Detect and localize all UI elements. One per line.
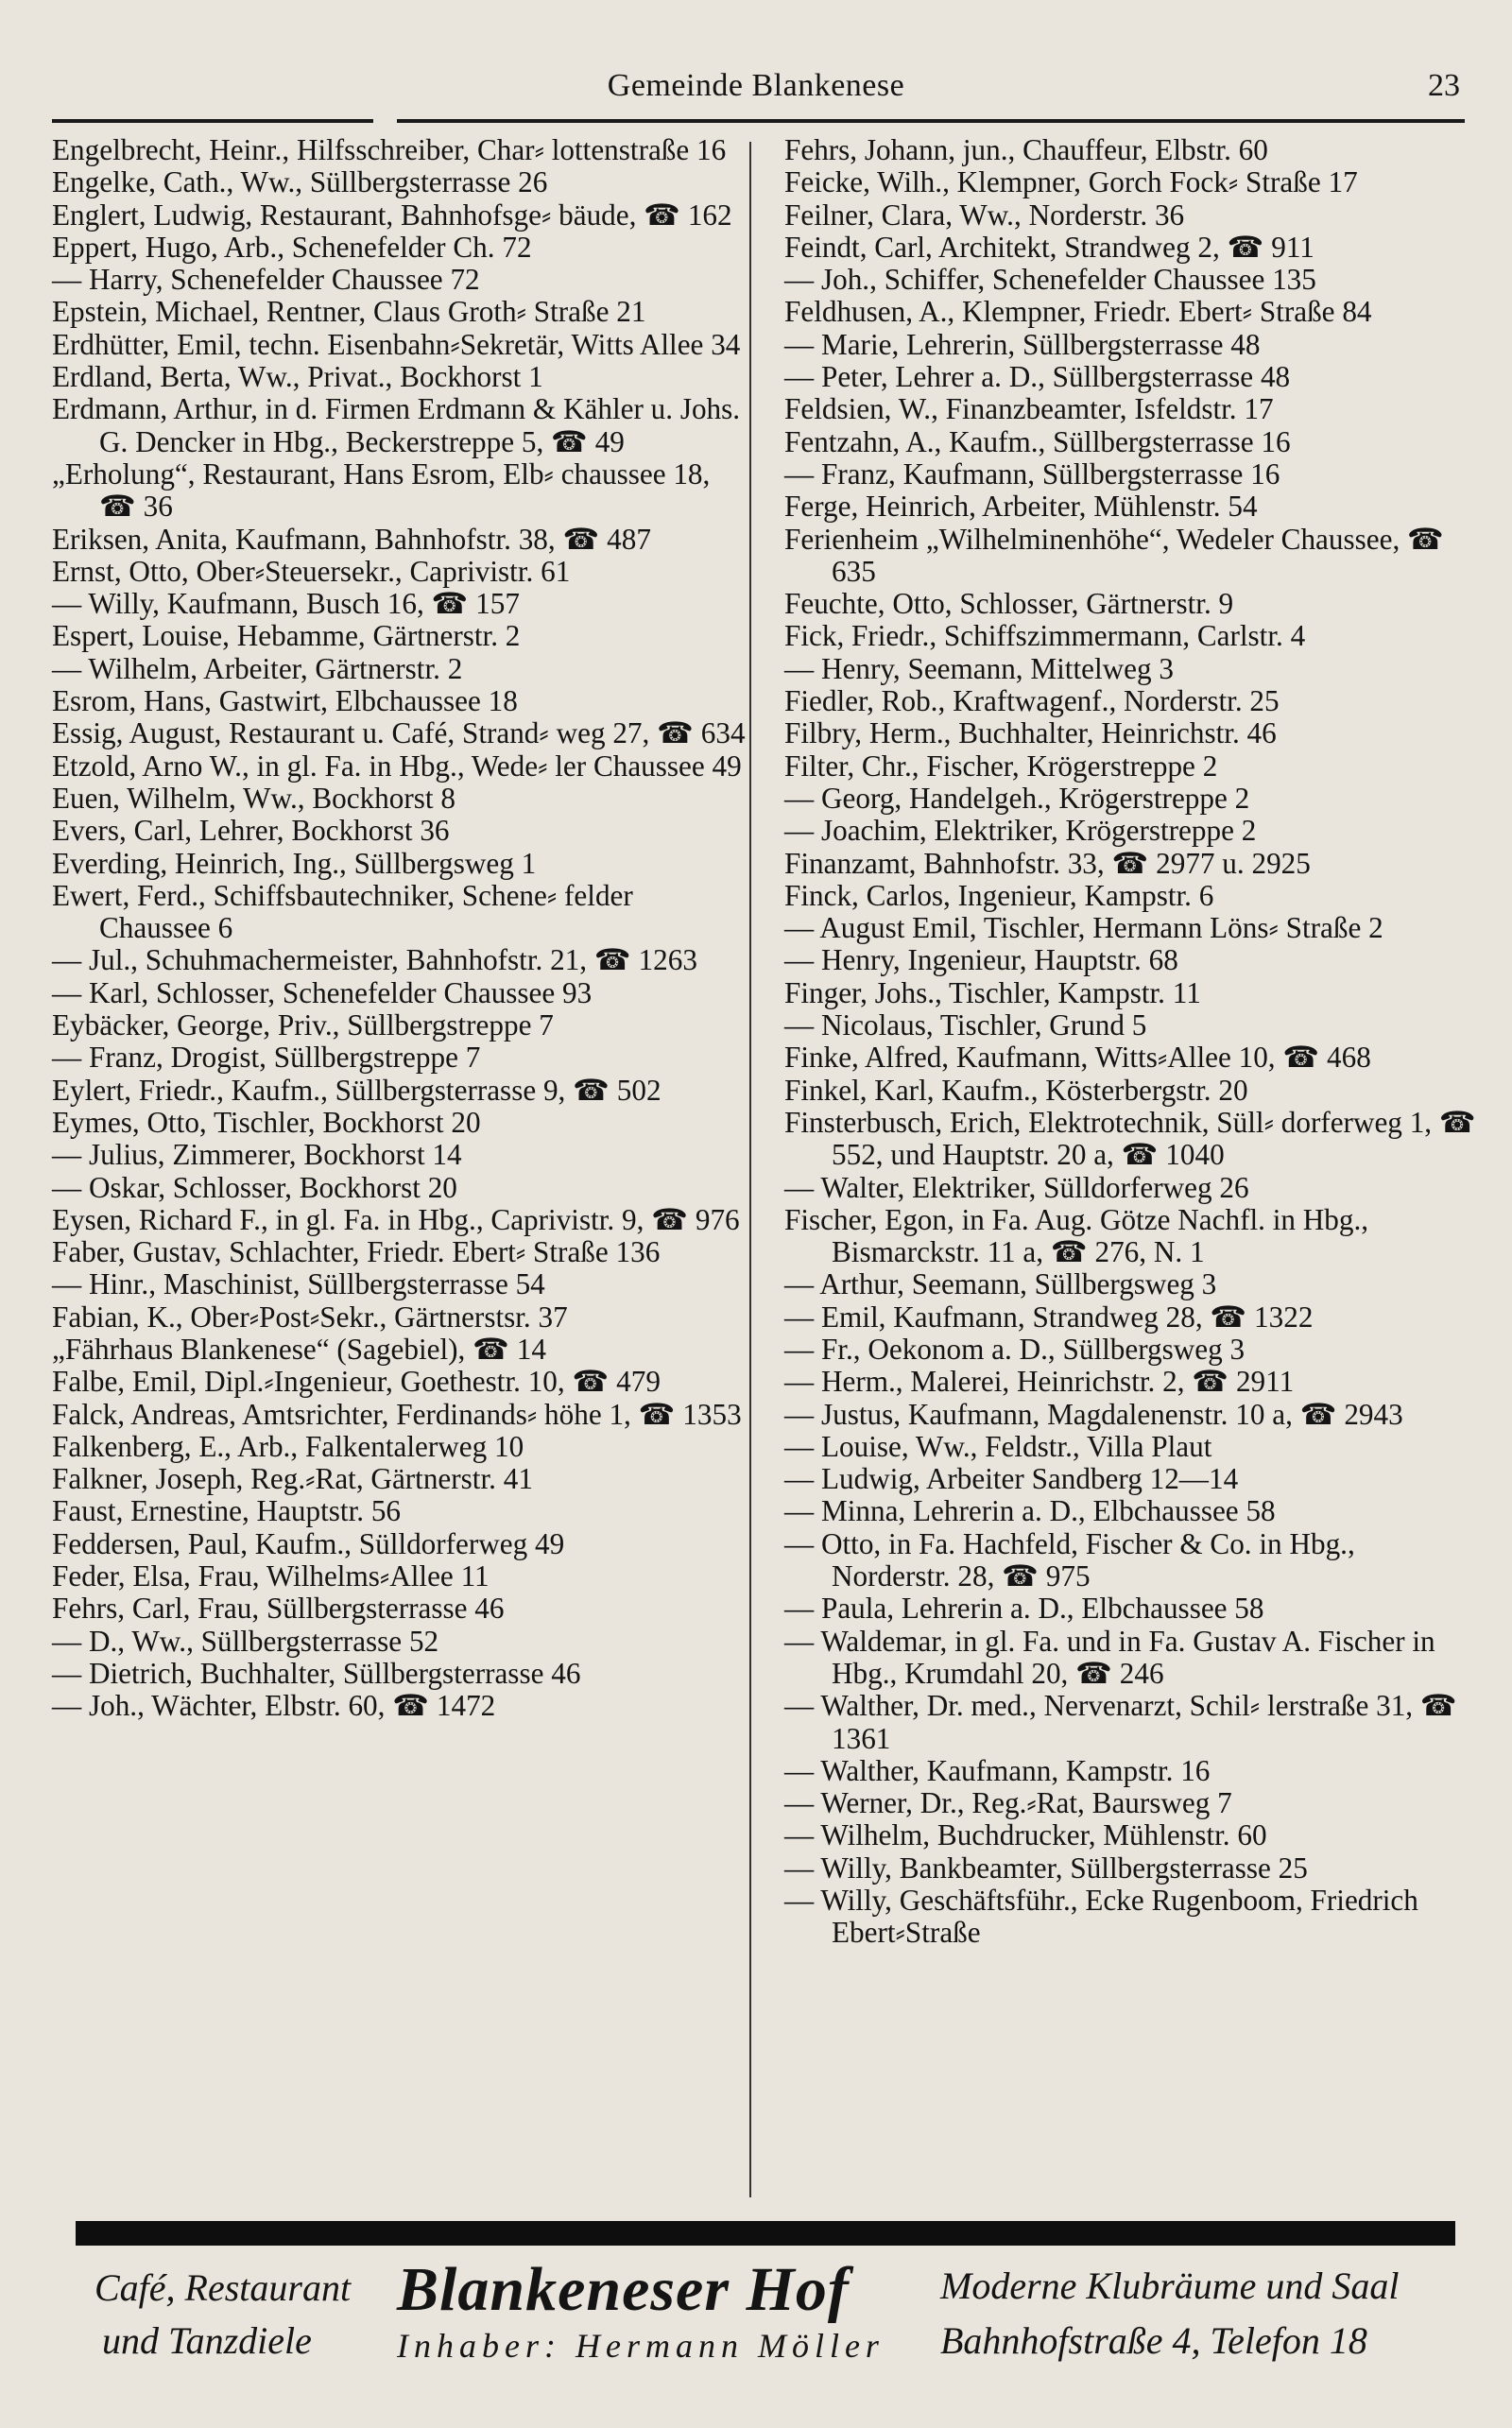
directory-entry: Ferienheim „Wilhelminenhöhe“, Wedeler Chaussee, ☎ 635 [784, 522, 1444, 588]
page-number: 23 [1428, 68, 1460, 103]
directory-entry: Feder, Elsa, Frau, Wilhelms⸗Allee 11 [52, 1559, 490, 1593]
directory-entry: Ernst, Otto, Ober⸗Steuersekr., Caprivistr. 61 [52, 554, 571, 588]
directory-entry: Espert, Louise, Hebamme, Gärtnerstr. 2 [52, 619, 521, 653]
directory-entry: Essig, August, Restaurant u. Café, Strand⸗ weg 27, ☎ 634 [52, 716, 746, 750]
directory-entry: — Emil, Kaufmann, Strandweg 28, ☎ 1322 [784, 1300, 1314, 1334]
directory-entry: Feddersen, Paul, Kaufm., Sülldorferweg 49 [52, 1526, 565, 1560]
directory-entry: „Erholung“, Restaurant, Hans Esrom, Elb⸗ chaussee 18, ☎ 36 [52, 456, 711, 524]
directory-entry: — Minna, Lehrerin a. D., Elbchaussee 58 [784, 1494, 1276, 1528]
directory-entry: Epstein, Michael, Rentner, Claus Groth⸗ Straße 21 [52, 295, 646, 329]
directory-entry: Eybäcker, George, Priv., Süllbergstreppe 7 [52, 1008, 554, 1042]
directory-entry: — Julius, Zimmerer, Bockhorst 14 [52, 1138, 462, 1172]
directory-entry: — Peter, Lehrer a. D., Süllbergsterrasse 48 [784, 360, 1291, 394]
directory-entry: Feicke, Wilh., Klempner, Gorch Fock⸗ Straße 17 [784, 165, 1358, 199]
column-divider [749, 142, 751, 2197]
ad-right-line2: Bahnhofstraße 4, Telefon 18 [940, 2319, 1367, 2362]
directory-entry: — Ludwig, Arbeiter Sandberg 12—14 [784, 1462, 1239, 1496]
ad-left-line1: Café, Restaurant [94, 2266, 352, 2309]
directory-entry: — D., Ww., Süllbergsterrasse 52 [52, 1624, 439, 1658]
ad-owner: Inhaber: Hermann Möller [397, 2327, 885, 2365]
directory-entry: — Paula, Lehrerin a. D., Elbchaussee 58 [784, 1592, 1264, 1626]
directory-entry: — August Emil, Tischler, Hermann Löns⸗ Straße 2 [784, 911, 1383, 945]
directory-entry: — Nicolaus, Tischler, Grund 5 [784, 1008, 1147, 1042]
directory-entry: — Georg, Handelgeh., Krögerstreppe 2 [784, 781, 1250, 815]
directory-entry: Finanzamt, Bahnhofstr. 33, ☎ 2977 u. 2925 [784, 846, 1311, 880]
directory-entry: — Franz, Drogist, Süllbergstreppe 7 [52, 1041, 481, 1075]
ad-left-line2: und Tanzdiele [102, 2319, 312, 2362]
directory-entry: Erdland, Berta, Ww., Privat., Bockhorst 1 [52, 360, 543, 394]
directory-entry: — Willy, Kaufmann, Busch 16, ☎ 157 [52, 587, 520, 621]
directory-entry: — Hinr., Maschinist, Süllbergsterrasse 54 [52, 1267, 545, 1301]
directory-entry: Feilner, Clara, Ww., Norderstr. 36 [784, 198, 1185, 232]
directory-entry: Finke, Alfred, Kaufmann, Witts⸗Allee 10, ☎ 468 [784, 1041, 1371, 1075]
header-rule-right [397, 119, 1465, 123]
directory-entry: Eymes, Otto, Tischler, Bockhorst 20 [52, 1105, 481, 1139]
directory-entry: Englert, Ludwig, Restaurant, Bahnhofsge⸗ bäude, ☎ 162 [52, 198, 732, 232]
directory-entry: — Arthur, Seemann, Süllbergsweg 3 [784, 1267, 1217, 1301]
directory-entry: — Franz, Kaufmann, Süllbergsterrasse 16 [784, 456, 1280, 491]
directory-entry: — Henry, Ingenieur, Hauptstr. 68 [784, 943, 1178, 977]
directory-entry: Ferge, Heinrich, Arbeiter, Mühlenstr. 54 [784, 490, 1258, 524]
directory-entry: „Fährhaus Blankenese“ (Sagebiel), ☎ 14 [52, 1332, 546, 1366]
directory-entry: Finkel, Karl, Kaufm., Kösterbergstr. 20 [784, 1073, 1248, 1107]
directory-entry: — Willy, Geschäftsführ., Ecke Rugenboom, Friedrich Ebert⸗Straße [784, 1884, 1418, 1950]
directory-entry: Eppert, Hugo, Arb., Schenefelder Ch. 72 [52, 230, 532, 264]
directory-entry: Erdhütter, Emil, techn. Eisenbahn⸗Sekretär, Witts Allee 34 [52, 327, 741, 361]
directory-entry: — Werner, Dr., Reg.⸗Rat, Baursweg 7 [784, 1786, 1232, 1820]
directory-entry: Engelke, Cath., Ww., Süllbergsterrasse 26 [52, 165, 548, 199]
directory-entry: — Joachim, Elektriker, Krögerstreppe 2 [784, 814, 1257, 848]
header-rule-left [52, 119, 373, 123]
directory-entry: Etzold, Arno W., in gl. Fa. in Hbg., Wede⸗ ler Chaussee 49 [52, 749, 742, 783]
directory-entry: Filbry, Herm., Buchhalter, Heinrichstr. 46 [784, 716, 1277, 750]
directory-entry: — Karl, Schlosser, Schenefelder Chaussee 93 [52, 975, 593, 1009]
directory-entry: — Wilhelm, Arbeiter, Gärtnerstr. 2 [52, 651, 463, 685]
directory-entry: — Harry, Schenefelder Chaussee 72 [52, 263, 480, 297]
directory-entry: Evers, Carl, Lehrer, Bockhorst 36 [52, 814, 450, 848]
directory-entry: Feldhusen, A., Klempner, Friedr. Ebert⸗ Straße 84 [784, 295, 1372, 329]
directory-entry: Eylert, Friedr., Kaufm., Süllbergsterrasse 9, ☎ 502 [52, 1073, 662, 1107]
directory-entry: Feldsien, W., Finanzbeamter, Isfeldstr. 17 [784, 392, 1274, 426]
directory-entry: Fischer, Egon, in Fa. Aug. Götze Nachfl. in Hbg., Bismarckstr. 11 a, ☎ 276, N. 1 [784, 1202, 1369, 1269]
directory-entry: Falkenberg, E., Arb., Falkentalerweg 10 [52, 1429, 524, 1463]
directory-entry: — Louise, Ww., Feldstr., Villa Plaut [784, 1429, 1212, 1463]
directory-entry: — Herm., Malerei, Heinrichstr. 2, ☎ 2911 [784, 1365, 1295, 1399]
page-header [52, 68, 1460, 115]
directory-entry: Faber, Gustav, Schlachter, Friedr. Ebert⸗ Straße 136 [52, 1235, 661, 1269]
directory-entry: Fiedler, Rob., Kraftwagenf., Norderstr. 25 [784, 684, 1280, 718]
directory-entry: Eriksen, Anita, Kaufmann, Bahnhofstr. 38, ☎ 487 [52, 522, 651, 556]
directory-entry: Fehrs, Carl, Frau, Süllbergsterrasse 46 [52, 1592, 505, 1626]
directory-entry: Feuchte, Otto, Schlosser, Gärtnerstr. 9 [784, 587, 1234, 621]
directory-entry: — Joh., Schiffer, Schenefelder Chaussee 135 [784, 263, 1316, 297]
right-column [784, 134, 1479, 1950]
directory-entry: Eysen, Richard F., in gl. Fa. in Hbg., Caprivistr. 9, ☎ 976 [52, 1202, 740, 1236]
directory-entry: Finger, Johs., Tischler, Kampstr. 11 [784, 975, 1201, 1009]
directory-entry: Fabian, K., Ober⸗Post⸗Sekr., Gärtnerstsr. 37 [52, 1300, 568, 1334]
directory-entry: — Walter, Elektriker, Sülldorferweg 26 [784, 1170, 1249, 1204]
directory-entry: — Dietrich, Buchhalter, Süllbergsterrasse 46 [52, 1656, 581, 1690]
directory-entry: — Walther, Kaufmann, Kampstr. 16 [784, 1753, 1211, 1787]
directory-entry: Esrom, Hans, Gastwirt, Elbchaussee 18 [52, 684, 518, 718]
directory-entry: Engelbrecht, Heinr., Hilfsschreiber, Char⸗ lottenstraße 16 [52, 133, 727, 166]
directory-entry: — Walther, Dr. med., Nervenarzt, Schil⸗ lerstraße 31, ☎ 1361 [784, 1689, 1457, 1755]
directory-entry: Falkner, Joseph, Reg.⸗Rat, Gärtnerstr. 41 [52, 1462, 533, 1496]
directory-entry: — Joh., Wächter, Elbstr. 60, ☎ 1472 [52, 1689, 496, 1723]
directory-entry: Faust, Ernestine, Hauptstr. 56 [52, 1494, 402, 1528]
advertisement-bar [76, 2221, 1455, 2246]
directory-entry: — Fr., Oekonom a. D., Süllbergsweg 3 [784, 1332, 1246, 1366]
directory-entry: Euen, Wilhelm, Ww., Bockhorst 8 [52, 781, 455, 815]
directory-entry: Fentzahn, A., Kaufm., Süllbergsterrasse 16 [784, 424, 1291, 458]
left-column [52, 134, 747, 1723]
directory-entry: Finsterbusch, Erich, Elektrotechnik, Süll⸗ dorferweg 1, ☎ 552, und Hauptstr. 20 a, ☎ 1040 [784, 1105, 1476, 1172]
directory-entry: — Oskar, Schlosser, Bockhorst 20 [52, 1170, 457, 1204]
directory-entry: — Jul., Schuhmachermeister, Bahnhofstr. 21, ☎ 1263 [52, 943, 697, 977]
directory-entry: — Marie, Lehrerin, Süllbergsterrasse 48 [784, 327, 1261, 361]
page-title: Gemeinde Blankenese [607, 68, 905, 103]
directory-entry: Fehrs, Johann, jun., Chauffeur, Elbstr. 60 [784, 133, 1268, 166]
directory-entry: — Justus, Kaufmann, Magdalenenstr. 10 a, ☎ 2943 [784, 1397, 1403, 1431]
directory-entry: Everding, Heinrich, Ing., Süllbergsweg 1 [52, 846, 537, 880]
directory-entry: Filter, Chr., Fischer, Krögerstreppe 2 [784, 749, 1218, 783]
directory-entry: Falck, Andreas, Amtsrichter, Ferdinands⸗ höhe 1, ☎ 1353 [52, 1397, 742, 1431]
directory-entry: Ewert, Ferd., Schiffsbautechniker, Schene⸗ felder Chaussee 6 [52, 878, 633, 945]
ad-right-line1: Moderne Klubräume und Saal [940, 2264, 1400, 2307]
directory-entry: — Otto, in Fa. Hachfeld, Fischer & Co. in Hbg., Norderstr. 28, ☎ 975 [784, 1526, 1355, 1593]
ad-business-name: Blankeneser Hof [397, 2255, 850, 2324]
directory-entry: — Willy, Bankbeamter, Süllbergsterrasse 25 [784, 1851, 1308, 1885]
directory-entry: — Henry, Seemann, Mittelweg 3 [784, 651, 1174, 685]
directory-entry: Finck, Carlos, Ingenieur, Kampstr. 6 [784, 878, 1214, 912]
directory-entry: — Wilhelm, Buchdrucker, Mühlenstr. 60 [784, 1818, 1267, 1852]
directory-entry: Feindt, Carl, Architekt, Strandweg 2, ☎ 911 [784, 230, 1314, 264]
directory-entry: — Waldemar, in gl. Fa. und in Fa. Gustav A. Fischer in Hbg., Krumdahl 20, ☎ 246 [784, 1624, 1435, 1690]
directory-entry: Falbe, Emil, Dipl.⸗Ingenieur, Goethestr. 10, ☎ 479 [52, 1365, 661, 1399]
directory-entry: Erdmann, Arthur, in d. Firmen Erdmann & Kähler u. Johs. G. Dencker in Hbg., Beckerstreppe 5, ☎ 49 [52, 392, 741, 458]
directory-entry: Fick, Friedr., Schiffszimmermann, Carlstr. 4 [784, 619, 1306, 653]
advertisement [76, 2254, 1455, 2415]
